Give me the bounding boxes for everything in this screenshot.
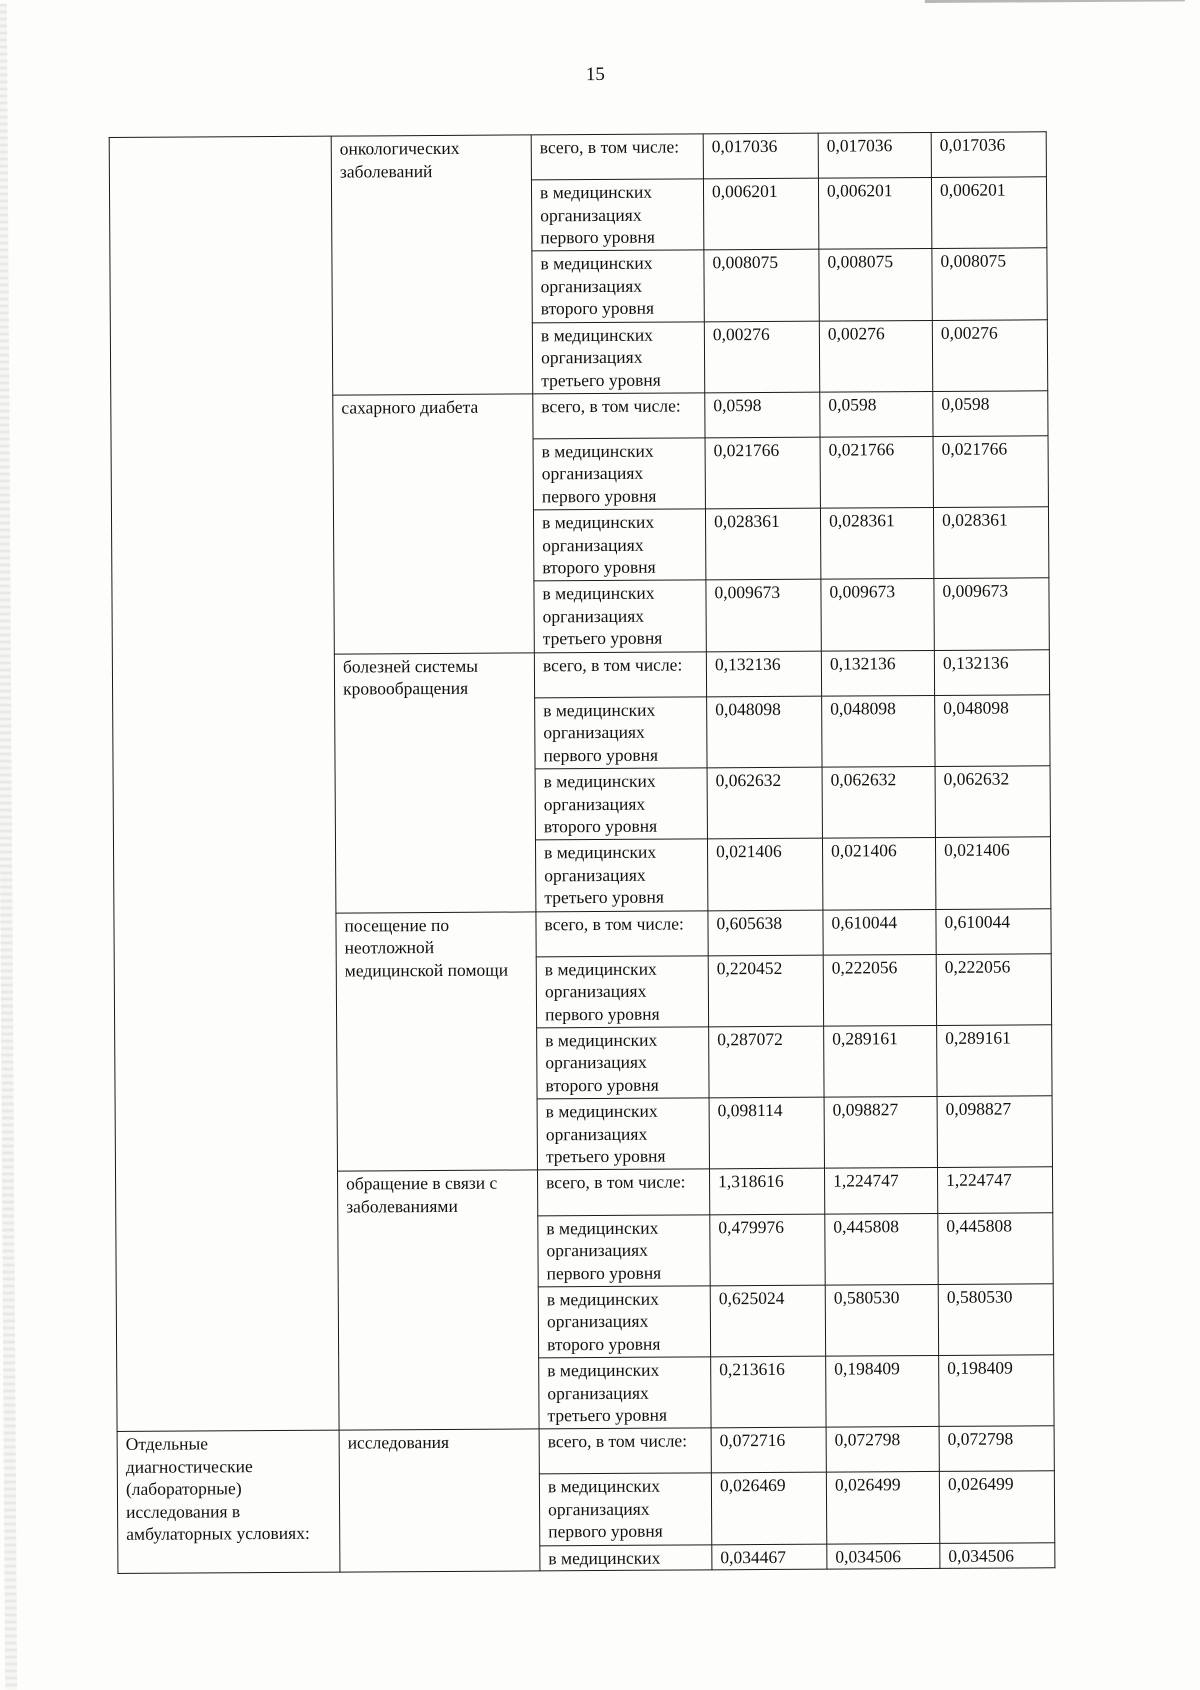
value-cell: 0,021766 [933,436,1048,508]
row-label: в медицинских организациях второго уровня [533,509,705,581]
value-cell: 0,009673 [934,578,1049,650]
value-cell: 0,062632 [935,766,1050,838]
value-cell: 0,098114 [709,1097,824,1169]
value-cell: 0,445808 [938,1212,1053,1284]
row-label: в медицинских организациях второго уровня [537,1027,709,1099]
value-cell: 1,224747 [824,1168,937,1214]
value-cell: 0,017036 [818,132,931,178]
value-cell: 0,580530 [938,1284,1053,1356]
category-cell: посещение по неотложной медицинской помощи [336,911,538,1171]
row-label: в медицинских организациях третьего уровня [539,1357,711,1429]
section-cell [109,136,339,1432]
category-cell: болезней системы кровообращения [334,653,536,913]
value-cell: 0,0598 [933,391,1048,437]
section-cell: Отдельные диагностические (лабораторные) исследования в амбулаторных условиях: [117,1430,340,1573]
value-cell: 0,00276 [819,320,932,392]
value-cell: 0,222056 [823,954,936,1026]
value-cell: 0,580530 [825,1284,938,1356]
row-label: в медицинских организациях третьего уровня [537,1098,709,1170]
indicators-table [109,131,1056,1574]
value-cell: 0,287072 [709,1026,824,1098]
value-cell: 0,445808 [825,1213,938,1285]
value-cell: 1,224747 [937,1167,1052,1213]
value-cell: 0,072798 [826,1427,939,1473]
value-cell: 0,021406 [707,838,822,910]
value-cell: 0,072716 [711,1427,826,1473]
value-cell: 0,034467 [712,1544,827,1570]
row-label: в медицинских организациях третьего уровня [534,580,706,652]
row-label: в медицинских организациях третьего уровня [532,321,704,393]
value-cell: 0,021766 [820,436,933,508]
value-cell: 0,021406 [935,837,1050,909]
value-cell: 0,009673 [706,580,821,652]
value-cell: 0,028361 [933,507,1048,579]
category-cell: онкологических заболеваний [331,135,533,395]
value-cell: 0,062632 [707,767,822,839]
value-cell: 0,610044 [936,908,1051,954]
table-row [117,1426,1054,1477]
value-cell: 0,00276 [704,321,819,393]
value-cell: 0,034506 [940,1542,1055,1568]
row-label: в медицинских организациях второго уровня [535,768,707,840]
value-cell: 0,048098 [935,695,1050,767]
row-label: в медицинских организациях первого уровня [533,438,705,510]
value-cell: 0,034506 [827,1543,940,1569]
value-cell: 0,132136 [706,651,821,697]
value-cell: 0,0598 [820,391,933,437]
scan-top-mark [925,0,1185,3]
value-cell: 0,610044 [823,909,936,955]
row-label: всего, в том числе: [539,1428,711,1474]
value-cell: 0,289161 [937,1025,1052,1097]
value-cell: 0,198409 [939,1355,1054,1427]
value-cell: 0,048098 [822,695,935,767]
value-cell: 0,028361 [705,508,820,580]
value-cell: 0,132136 [934,649,1049,695]
value-cell: 0,00276 [932,319,1047,391]
value-cell: 0,605638 [708,910,823,956]
value-cell: 0,021406 [822,838,935,910]
category-cell: исследования [339,1429,540,1572]
value-cell: 0,008075 [819,249,932,321]
value-cell: 0,021766 [705,437,820,509]
row-label: в медицинских организациях первого уровня [539,1473,711,1545]
value-cell: 0,026499 [826,1472,939,1544]
value-cell: 0,222056 [936,953,1051,1025]
row-label: в медицинских организациях первого уровня [531,179,703,251]
value-cell: 0,072798 [939,1426,1054,1472]
row-label: в медицинских организациях третьего уровня [535,839,707,911]
value-cell: 0,008075 [704,250,819,322]
value-cell: 0,625024 [710,1285,825,1357]
value-cell: 0,098827 [937,1096,1052,1168]
value-cell: 0,009673 [821,579,934,651]
row-label: всего, в том числе: [531,134,703,180]
value-cell: 0,017036 [931,132,1046,178]
value-cell: 0,132136 [821,650,934,696]
value-cell: 0,479976 [710,1214,825,1286]
value-cell: 0,017036 [703,133,818,179]
row-label: в медицинских организациях второго уровня [538,1286,710,1358]
scan-edge-shadow [0,4,17,1690]
category-cell: сахарного диабета [333,394,535,654]
row-label: всего, в том числе: [533,393,705,439]
category-cell: обращение в связи с заболеваниями [338,1170,540,1430]
row-label: всего, в том числе: [534,652,706,698]
value-cell: 0,213616 [711,1356,826,1428]
value-cell: 0,026469 [711,1473,826,1545]
row-label: всего, в том числе: [536,910,708,956]
page-number: 15 [585,63,605,86]
value-cell: 1,318616 [709,1169,824,1215]
value-cell: 0,048098 [707,696,822,768]
value-cell: 0,006201 [703,178,818,250]
row-label: в медицинских [540,1544,712,1570]
value-cell: 0,006201 [931,177,1046,249]
row-label: всего, в том числе: [537,1169,709,1215]
row-label: в медицинских организациях первого уровня [536,956,708,1028]
value-cell: 0,289161 [824,1025,937,1097]
value-cell: 0,006201 [818,178,931,250]
row-label: в медицинских организациях второго уровня [532,250,704,322]
value-cell: 0,008075 [932,248,1047,320]
value-cell: 0,062632 [822,767,935,839]
value-cell: 0,028361 [820,508,933,580]
row-label: в медицинских организациях первого уровня [538,1214,710,1286]
value-cell: 0,098827 [824,1097,937,1169]
value-cell: 0,026499 [939,1471,1054,1543]
value-cell: 0,0598 [705,392,820,438]
value-cell: 0,198409 [826,1355,939,1427]
row-label: в медицинских организациях первого уровня [535,697,707,769]
value-cell: 0,220452 [708,955,823,1027]
table-row [109,132,1046,183]
